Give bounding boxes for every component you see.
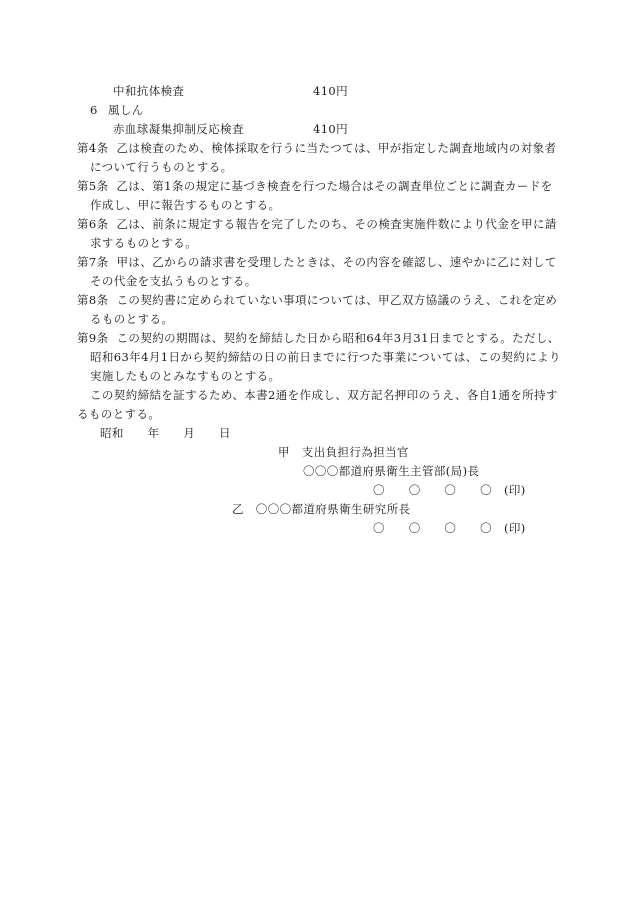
party-b-seal: (印) bbox=[504, 521, 526, 535]
article-6-label: 第6条 bbox=[77, 217, 109, 231]
article-9-text-1: この契約の期間は、契約を締結した日から昭和64年3月31日までとする。ただし、 bbox=[116, 331, 560, 345]
article-8-text-1: この契約書に定められていない事項については、甲乙双方協議のうえ、これを定め bbox=[116, 293, 558, 307]
party-a-role: 甲 支出負担行為担当官 bbox=[278, 445, 409, 459]
article-5-text-1: 乙は、第1条の規定に基づき検査を行つた場合はその調査単位ごとに調査カードを bbox=[116, 179, 553, 193]
article-7-text-1: 甲は、乙からの請求書を受理したときは、その内容を確認し、速やかに乙に対して bbox=[116, 255, 557, 269]
article-5-line-1 bbox=[77, 179, 553, 194]
party-a-name-marks: 〇 〇 〇 〇 bbox=[373, 483, 492, 497]
item-hemagglutination-price: 410円 bbox=[313, 122, 349, 136]
article-6-line-1 bbox=[77, 217, 557, 232]
closing-text-1: この契約締結を証するため、本書2通を作成し、双方記名押印のうえ、各自1通を所持す bbox=[90, 388, 558, 402]
article-4-line-1 bbox=[77, 141, 556, 156]
article-7-line-1 bbox=[77, 255, 557, 270]
article-7-label: 第7条 bbox=[77, 255, 109, 269]
item-neutralization-name: 中和抗体検査 bbox=[113, 84, 185, 98]
party-a-seal: (印) bbox=[504, 483, 526, 497]
article-7-text-2: その代金を支払うものとする。 bbox=[90, 274, 257, 288]
article-9-text-2: 昭和63年4月1日から契約締結の日の前日までに行つた事業については、この契約により bbox=[90, 350, 561, 364]
party-b-role-title: 乙 〇〇〇都道府県衛生研究所長 bbox=[232, 502, 411, 516]
article-9-text-3: 実施したものとみなすものとする。 bbox=[90, 369, 281, 383]
item-rubella-name: 風しん bbox=[108, 103, 144, 117]
article-8-text-2: るものとする。 bbox=[90, 312, 174, 326]
article-9-label: 第9条 bbox=[77, 331, 109, 345]
contract-date: 昭和 年 月 日 bbox=[100, 426, 231, 440]
article-8-label: 第8条 bbox=[77, 293, 109, 307]
party-b-name-marks: 〇 〇 〇 〇 bbox=[373, 521, 492, 535]
article-5-text-2: 作成し、甲に報告するものとする。 bbox=[90, 198, 281, 212]
article-4-label: 第4条 bbox=[77, 141, 109, 155]
item-hemagglutination-name: 赤血球凝集抑制反応検査 bbox=[113, 122, 244, 136]
article-9-line-1 bbox=[77, 331, 560, 346]
article-6-text-1: 乙は、前条に規定する報告を完了したのち、その検査実施件数により代金を甲に請 bbox=[116, 217, 557, 231]
article-5-label: 第5条 bbox=[77, 179, 109, 193]
party-a-title: 〇〇〇都道府県衛生主管部(局)長 bbox=[303, 464, 480, 478]
article-6-text-2: 求するものとする。 bbox=[90, 236, 198, 250]
closing-text-2: るものとする。 bbox=[77, 407, 161, 421]
article-8-line-1 bbox=[77, 293, 557, 308]
article-4-text-2: について行うものとする。 bbox=[90, 160, 233, 174]
item-neutralization-price: 410円 bbox=[313, 84, 349, 98]
article-4-text-1: 乙は検査のため、検体採取を行うに当たつては、甲が指定した調査地域内の対象者 bbox=[116, 141, 557, 155]
item-rubella-number: 6 bbox=[90, 103, 98, 117]
